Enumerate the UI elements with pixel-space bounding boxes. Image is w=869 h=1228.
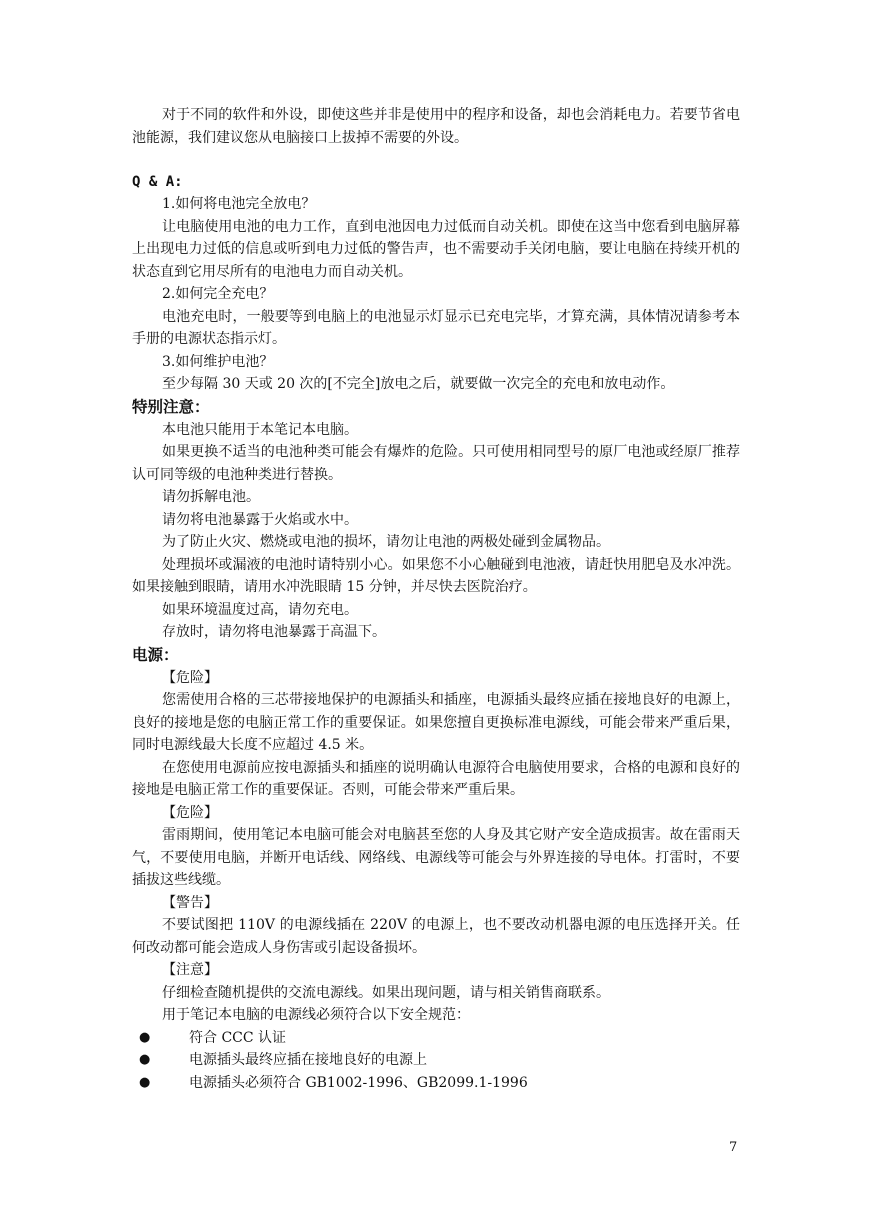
notice-item: 如果更换不适当的电池种类可能会有爆炸的危险。只可使用相同型号的原厂电池或经原厂推荐认可同等级的电池种类进行替换。 <box>132 444 740 483</box>
danger-paragraph: 雷雨期间，使用笔记本电脑可能会对电脑甚至您的人身及其它财产安全造成损害。故在雷雨天气，不要使用电脑，并断开电话线、网络线、电源线等可能会与外界连接的导电体。打雷时，不要插拔这些线缆。 <box>132 827 740 888</box>
qa-question-2: 2.如何完全充电？ <box>162 286 274 302</box>
caution-paragraph: 用于笔记本电脑的电源线必须符合以下安全规范： <box>162 1007 470 1023</box>
qa-answer-2: 电池充电时，一般要等到电脑上的电池显示灯显示已充电完毕，才算充满，具体情况请参考本手册的电源状态指示灯。 <box>132 308 740 347</box>
body-text <box>132 104 740 1094</box>
danger-paragraph: 在您使用电源前应按电源插头和插座的说明确认电源符合电脑使用要求，合格的电源和良好的接地是电脑正常工作的重要保证。否则，可能会带来严重后果。 <box>132 759 740 798</box>
notice-item: 本电池只能用于本笔记本电脑。 <box>162 421 358 438</box>
qa-question-3: 3.如何维护电池？ <box>162 353 274 370</box>
qa-question-1: 1.如何将电池完全放电？ <box>162 196 316 212</box>
notice-item: 处理损坏或漏液的电池时请特别小心。如果您不小心触碰到电池液，请赶快用肥皂及水冲洗。如果接触到眼睛，请用水冲洗眼睛 15 分钟，并尽快去医院治疗。 <box>132 556 740 595</box>
intro-paragraph: 对于不同的软件和外设，即使这些并非是使用中的程序和设备，却也会消耗电力。若要节省电池能源，我们建议您从电脑接口上拔掉不需要的外设。 <box>132 107 740 146</box>
bullet-item <box>132 1049 740 1072</box>
bullet-item <box>132 1072 740 1095</box>
caution-label: 【注意】 <box>162 962 218 978</box>
danger-label: 【危险】 <box>162 669 218 686</box>
notice-item: 请勿将电池暴露于火焰或水中。 <box>162 511 358 528</box>
warning-paragraph: 不要试图把 110V 的电源线插在 220V 的电源上，也不要改动机器电源的电压选择开关。任何改动都可能会造成人身伤害或引起设备损坏。 <box>132 917 740 956</box>
caution-paragraph: 仔细检查随机提供的交流电源线。如果出现问题，请与相关销售商联系。 <box>162 984 610 1001</box>
bullet-text: 电源插头最终应插在接地良好的电源上 <box>189 1052 427 1068</box>
notice-item: 为了防止火灾、燃烧或电池的损坏，请勿让电池的两极处碰到金属物品。 <box>162 534 610 550</box>
bullet-icon: ● <box>139 1074 151 1090</box>
notice-heading: 特别注意： <box>132 397 210 416</box>
bullet-text: 符合 CCC 认证 <box>189 1029 287 1046</box>
bullet-icon: ● <box>139 1052 151 1067</box>
danger-label: 【危险】 <box>162 804 218 821</box>
notice-item: 请勿拆解电池。 <box>162 489 260 505</box>
notice-item: 如果环境温度过高，请勿充电。 <box>162 601 358 618</box>
qa-answer-3: 至少每隔 30 天或 20 次的[不完全]放电之后，就要做一次完全的充电和放电动作。 <box>162 376 675 392</box>
danger-paragraph: 您需使用合格的三芯带接地保护的电源插头和插座，电源插头最终应插在接地良好的电源上，良好的接地是您的电脑正常工作的重要保证。如果您擅自更换标准电源线，可能会带来严重后果，同时电源线最大长度不应超过 4.5 米。 <box>132 692 740 753</box>
bullet-icon: ● <box>139 1029 151 1045</box>
qa-heading: Q & A: <box>132 174 183 190</box>
bullet-text: 电源插头必须符合 GB1002-1996、GB2099.1-1996 <box>189 1074 528 1091</box>
warning-label: 【警告】 <box>162 894 218 911</box>
notice-item: 存放时，请勿将电池暴露于高温下。 <box>162 624 386 640</box>
bullet-item <box>132 1027 740 1050</box>
qa-answer-1: 让电脑使用电池的电力工作，直到电池因电力过低而自动关机。即使在这当中您看到电脑屏幕上出现电力过低的信息或听到电力过低的警告声，也不需要动手关闭电脑，要让电脑在持续开机的状态直到它用尽所有的电池电力而自动关机。 <box>132 218 740 280</box>
power-heading: 电源： <box>132 645 179 664</box>
page-number: 7 <box>729 1140 738 1155</box>
